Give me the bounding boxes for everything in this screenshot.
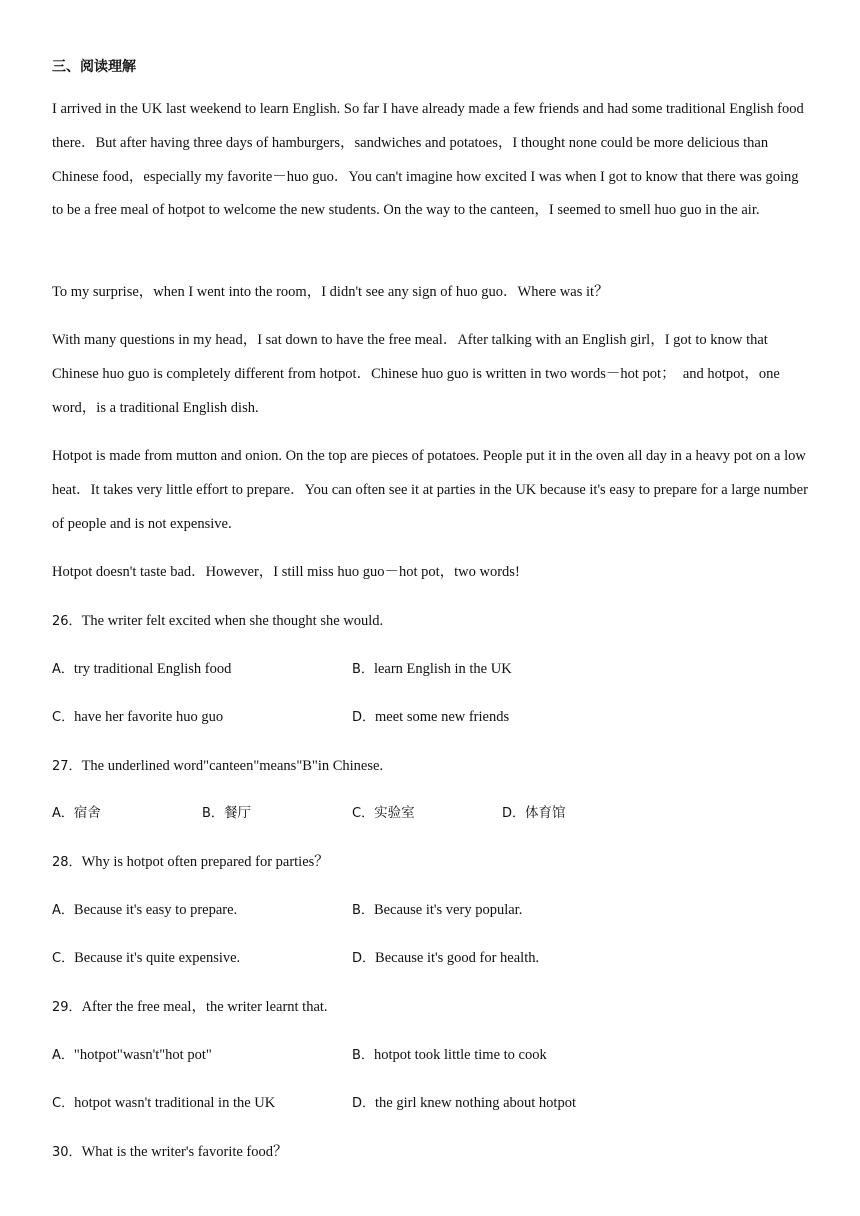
option-27-d[interactable]: D．体育馆	[502, 805, 566, 821]
question-30: 30．What is the writer's favorite food？	[52, 1144, 288, 1160]
option-26-c[interactable]: C．have her favorite huo guo	[52, 709, 224, 725]
option-27-c[interactable]: C．实验室	[352, 805, 415, 821]
option-28-c[interactable]: C．Because it's quite expensive.	[52, 950, 241, 966]
option-26-a[interactable]: A．try traditional English food	[52, 661, 232, 677]
question-number: 30	[52, 1145, 69, 1160]
question-number: 28	[52, 855, 69, 870]
question-text: What is the writer's favorite food？	[81, 1144, 288, 1160]
passage-paragraph-4: Hotpot is made from mutton and onion. On the top are pieces of potatoes. People put it in the oven all day in a heavy pot on a low heat．It takes very little effort to prepare．You can often see it at parties in the UK because it's easy to prepare for a large number of people and is not expensive.	[52, 448, 808, 532]
option-26-d[interactable]: D．meet some new friends	[352, 709, 510, 725]
option-29-d[interactable]: D．the girl knew nothing about hotpot	[352, 1095, 576, 1111]
option-28-d[interactable]: D．Because it's good for health.	[352, 950, 540, 966]
question-number: 29	[52, 1000, 69, 1015]
question-text: Why is hotpot often prepared for parties？	[81, 854, 329, 870]
option-28-b[interactable]: B．Because it's very popular.	[352, 902, 523, 918]
question-number: 26	[52, 614, 69, 629]
option-28-a[interactable]: A．Because it's easy to prepare.	[52, 902, 238, 918]
passage-paragraph-1: I arrived in the UK last weekend to learn English. So far I have already made a few friends and had some traditional English food there．But after having three days of hamburgers，sandwiches and potatoes，I thought none could be more delicious than Chinese food，especially my favorite－huo guo．You can't imagine how excited I was when I got to know that there was going to be a free meal of hotpot to welcome the new students. On the way to the canteen，I seemed to smell huo guo in the air.	[52, 101, 804, 219]
question-text: After the free meal，the writer learnt that.	[81, 999, 328, 1015]
option-27-b[interactable]: B．餐厅	[202, 805, 251, 821]
question-text: The underlined word"canteen"means"B"in Chinese.	[81, 758, 384, 774]
option-26-b[interactable]: B．learn English in the UK	[352, 661, 512, 677]
option-29-a[interactable]: A．"hotpot"wasn't"hot pot"	[52, 1047, 212, 1063]
option-29-b[interactable]: B．hotpot took little time to cook	[352, 1047, 547, 1063]
section-title: 三、阅读理解	[52, 59, 136, 75]
passage-paragraph-2: To my surprise，when I went into the room，I didn't see any sign of huo guo．Where was it？	[52, 284, 609, 300]
passage-paragraph-3: With many questions in my head，I sat down to have the free meal．After talking with an English girl，I got to know that Chinese huo guo is completely different from hotpot．Chinese huo guo is written in two words－hot pot； and hotpot，one word，is a traditional English dish.	[52, 332, 780, 416]
question-29: 29．After the free meal，the writer learnt that.	[52, 999, 328, 1015]
question-28: 28．Why is hotpot often prepared for parties？	[52, 854, 329, 870]
question-26: 26．The writer felt excited when she thought she would.	[52, 613, 384, 629]
passage-paragraph-5: Hotpot doesn't taste bad．However，I still miss huo guo－hot pot，two words!	[52, 564, 520, 580]
option-27-a[interactable]: A．宿舍	[52, 805, 101, 821]
question-number: 27	[52, 759, 69, 774]
question-27: 27．The underlined word"canteen"means"B"in Chinese.	[52, 758, 384, 774]
question-text: The writer felt excited when she thought she would.	[81, 613, 384, 629]
option-29-c[interactable]: C．hotpot wasn't traditional in the UK	[52, 1095, 276, 1111]
